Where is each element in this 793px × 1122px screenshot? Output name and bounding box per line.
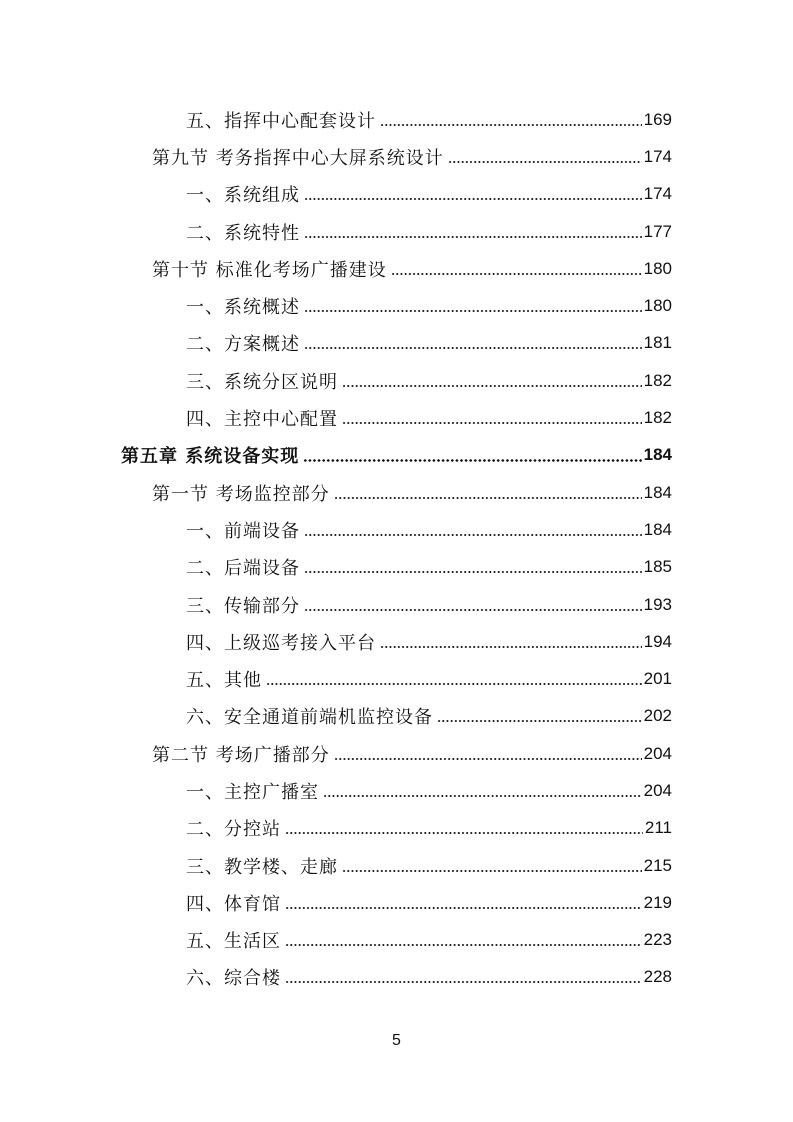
toc-entry[interactable] [186,772,672,809]
toc-entry-label: 五、生活区 [186,927,285,953]
page-number: 5 [392,1032,401,1049]
toc-entry-label: 三、传输部分 [186,592,304,618]
toc-entry[interactable] [152,250,672,287]
toc-entry-label: 二、方案概述 [186,330,304,356]
toc-entry[interactable] [186,176,672,213]
toc-entry[interactable] [186,660,672,697]
toc-entry[interactable] [186,399,672,436]
dot-leader [304,198,642,200]
toc-entry-label: 二、分控站 [186,815,285,841]
toc-entry-label: 六、综合楼 [186,964,285,990]
toc-entry[interactable] [186,549,672,586]
toc-entry-page: 228 [643,967,672,987]
dot-leader [323,795,642,797]
toc-entry-page: 194 [643,631,672,651]
dot-leader [391,273,642,275]
toc-entry[interactable] [152,474,672,511]
toc-entry[interactable] [186,101,672,138]
dot-leader [380,646,642,648]
toc-entry-label: 二、后端设备 [186,554,304,580]
dot-leader [334,758,642,760]
toc-entry-page: 180 [643,258,672,278]
toc-entry-label: 第十节 标准化考场广播建设 [152,256,391,282]
toc-entry-page: 204 [643,743,672,763]
dot-leader [304,236,642,238]
toc-entry-label: 四、上级巡考接入平台 [186,629,380,655]
dot-leader [266,683,642,685]
toc-entry-page: 219 [643,892,672,912]
toc-entry[interactable] [186,287,672,324]
toc-entry-page: 169 [643,109,672,129]
toc-entry-label: 二、系统特性 [186,219,304,245]
toc-entry[interactable] [186,810,672,847]
toc-entry-page: 223 [643,930,672,950]
dot-leader [342,422,642,424]
toc-entry[interactable] [186,586,672,623]
toc-entry[interactable] [186,959,672,996]
toc-entry[interactable] [152,138,672,175]
toc-entry-page: 211 [644,818,672,838]
toc-entry[interactable] [186,884,672,921]
dot-leader [285,907,642,909]
toc-entry-label: 第一节 考场监控部分 [152,480,334,506]
toc-entry-page: 185 [643,557,672,577]
toc-entry-label: 三、教学楼、走廊 [186,853,342,879]
dot-leader [448,161,642,163]
toc-entry-page: 201 [643,669,672,689]
dot-leader [304,347,642,349]
dot-leader [304,534,642,536]
dot-leader [304,571,642,573]
toc-entry-page: 182 [643,370,672,390]
toc-entry-page: 204 [643,780,672,800]
dot-leader [304,609,642,611]
toc-entry-page: 177 [643,221,672,241]
dot-leader [380,124,642,126]
dot-leader [304,310,642,312]
toc-entry-label: 第二节 考场广播部分 [152,741,334,767]
toc-entry-page: 215 [643,855,672,875]
table-of-contents [0,101,793,996]
toc-entry-page: 184 [643,519,672,539]
toc-entry[interactable] [186,362,672,399]
toc-entry[interactable] [152,735,672,772]
dot-leader [285,832,643,834]
dot-leader [285,981,642,983]
toc-entry-page: 174 [643,184,672,204]
toc-entry-label: 三、系统分区说明 [186,368,342,394]
toc-entry-page: 180 [643,296,672,316]
toc-entry[interactable] [186,511,672,548]
dot-leader [285,944,642,946]
toc-entry-page: 202 [643,706,672,726]
dot-leader [437,720,642,722]
toc-entry-page: 184 [643,445,672,465]
toc-entry-label: 一、主控广播室 [186,778,323,804]
toc-entry-label: 六、安全通道前端机监控设备 [186,703,437,729]
toc-entry[interactable] [121,437,672,474]
toc-entry-label: 第九节 考务指挥中心大屏系统设计 [152,144,448,170]
toc-entry-page: 184 [643,482,672,502]
toc-entry[interactable] [186,698,672,735]
toc-entry[interactable] [186,623,672,660]
dot-leader [342,385,642,387]
toc-entry-label: 一、系统组成 [186,181,304,207]
dot-leader [303,459,641,462]
dot-leader [342,870,642,872]
toc-entry-label: 一、系统概述 [186,293,304,319]
toc-entry-label: 四、主控中心配置 [186,405,342,431]
toc-entry[interactable] [186,325,672,362]
toc-entry[interactable] [186,213,672,250]
dot-leader [334,497,642,499]
toc-entry-page: 174 [643,146,672,166]
toc-entry-label: 五、指挥中心配套设计 [186,107,380,133]
toc-entry[interactable] [186,922,672,959]
toc-entry-page: 182 [643,408,672,428]
toc-entry-label: 五、其他 [186,666,266,692]
toc-entry-page: 181 [643,333,672,353]
toc-entry-label: 一、前端设备 [186,517,304,543]
toc-entry-label: 第五章 系统设备实现 [121,442,303,468]
toc-entry-label: 四、体育馆 [186,890,285,916]
toc-entry-page: 193 [643,594,672,614]
toc-entry[interactable] [186,847,672,884]
